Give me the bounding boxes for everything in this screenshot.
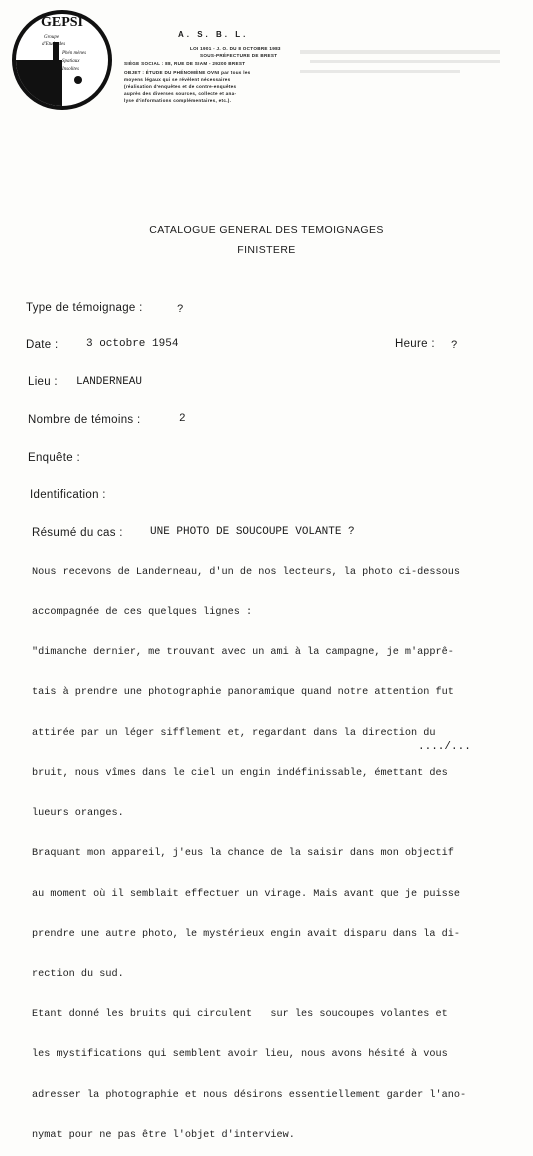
temoins-value: 2: [179, 413, 186, 425]
temoins-label: Nombre de témoins :: [28, 414, 141, 426]
logo-caption-4: Spatiaux: [62, 59, 80, 64]
gepsi-logo: [6, 2, 118, 114]
heure-value: ?: [451, 340, 458, 352]
resume-label: Résumé du cas :: [32, 527, 123, 539]
lieu-value: LANDERNEAU: [76, 376, 143, 388]
header-line-3: SIÈGE SOCIAL : 88, RUE DE SIAM - 29200 BREST: [124, 61, 246, 66]
enquete-label: Enquête :: [28, 452, 80, 464]
logo-caption-5: Insolites: [62, 67, 79, 72]
header-line-8: lyse d'informations complémentaires, etc.).: [124, 98, 232, 103]
heure-label: Heure :: [395, 338, 435, 350]
logo-name: GEPSI: [40, 15, 84, 30]
logo-caption-1: Groupe: [44, 35, 60, 40]
bleed-through-marks: [300, 50, 520, 110]
header-line-6: (réalisation d'enquêtes et de contre-enquêtes: [124, 84, 237, 89]
date-label: Date :: [26, 339, 59, 351]
header-line-7: auprès des diverses sources, collecte et ana-: [124, 91, 237, 96]
body-line: les mystifications qui semblent avoir lieu, nous avons hésité à vous: [32, 1049, 448, 1061]
catalogue-title: CATALOGUE GENERAL DES TEMOIGNAGES: [149, 224, 384, 236]
header-line-2: SOUS-PRÉFECTURE DE BREST: [200, 53, 278, 58]
body-line: prendre une autre photo, le mystérieux engin avait disparu dans la di-: [32, 928, 460, 940]
identification-label: Identification :: [30, 489, 106, 501]
org-form: A. S. B. L.: [178, 30, 249, 39]
body-line: accompagnée de ces quelques lignes :: [32, 607, 253, 619]
header-line-5: moyens légaux qui se révèlent nécessaires: [124, 77, 231, 82]
testimony-body: [32, 539, 532, 1156]
header-line-1: LOI 1901 - J. O. DU 8 OCTOBRE 1983: [190, 46, 281, 51]
body-line: adresser la photographie et nous désirons essentiellement garder l'ano-: [32, 1089, 467, 1101]
date-value: 3 octobre 1954: [86, 338, 179, 350]
body-line: au moment où il semblait effectuer un virage. Mais avant que je puisse: [32, 888, 460, 900]
logo-caption-3: Phén mènes: [62, 51, 87, 56]
body-line: bruit, nous vîmes dans le ciel un engin indéfinissable, émettant des: [32, 767, 448, 779]
body-line: Nous recevons de Landerneau, d'un de nos lecteurs, la photo ci-dessous: [32, 566, 460, 578]
resume-value: UNE PHOTO DE SOUCOUPE VOLANTE ?: [150, 526, 355, 538]
body-line: rection du sud.: [32, 969, 124, 980]
body-line: Etant donné les bruits qui circulent sur les soucoupes volantes et: [32, 1009, 448, 1021]
header-line-4: OBJET : ÉTUDE DU PHÉNOMÈNE OVNI par tous les: [124, 70, 251, 75]
logo-caption-2: d'Etude des: [42, 42, 66, 47]
continued-marker: ..../...: [418, 741, 471, 753]
body-line: tais à prendre une photographie panoramique quand notre attention fut: [32, 687, 454, 699]
body-line: lueurs oranges.: [32, 808, 124, 820]
body-line: nymat pour ne pas être l'objet d'interview.: [32, 1129, 295, 1141]
lieu-label: Lieu :: [28, 376, 58, 388]
body-line: attirée par un léger sifflement et, regardant dans la direction du: [32, 727, 436, 739]
type-value: ?: [177, 304, 184, 316]
catalogue-subtitle: FINISTERE: [237, 244, 296, 256]
body-line: "dimanche dernier, me trouvant avec un ami à la campagne, je m'apprê-: [32, 647, 454, 659]
type-label: Type de témoignage :: [26, 302, 143, 314]
body-line: Braquant mon appareil, j'eus la chance de la saisir dans mon objectif: [32, 848, 454, 860]
